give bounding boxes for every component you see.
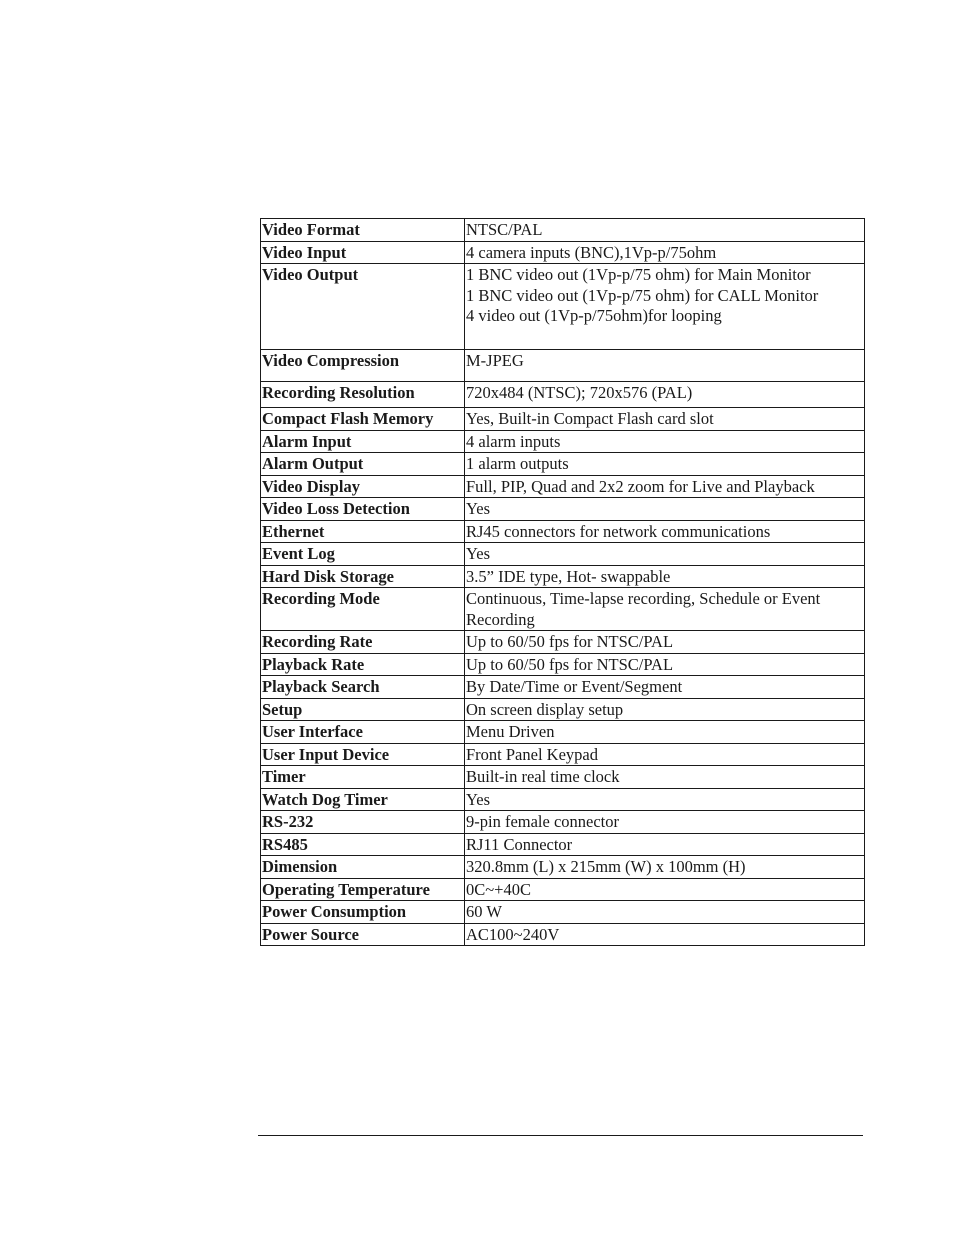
spec-label: Recording Resolution	[261, 382, 465, 408]
spec-table	[260, 218, 865, 946]
spec-label: Video Display	[261, 475, 465, 498]
spec-label: RS-232	[261, 811, 465, 834]
table-row	[261, 565, 865, 588]
table-row	[261, 520, 865, 543]
spec-label: Power Source	[261, 923, 465, 946]
table-row	[261, 811, 865, 834]
spec-label: Setup	[261, 698, 465, 721]
spec-value: 720x484 (NTSC); 720x576 (PAL)	[465, 382, 865, 408]
spec-label: Playback Rate	[261, 653, 465, 676]
table-row	[261, 241, 865, 264]
spec-label: User Input Device	[261, 743, 465, 766]
spec-value: 4 camera inputs (BNC),1Vp-p/75ohm	[465, 241, 865, 264]
spec-value: Built-in real time clock	[465, 766, 865, 789]
spec-label: Ethernet	[261, 520, 465, 543]
table-row	[261, 676, 865, 699]
spec-value: Yes	[465, 498, 865, 521]
table-row	[261, 721, 865, 744]
spec-label: Power Consumption	[261, 901, 465, 924]
spec-label: Video Output	[261, 264, 465, 350]
spec-value: RJ11 Connector	[465, 833, 865, 856]
spec-value: Yes	[465, 788, 865, 811]
spec-label: Compact Flash Memory	[261, 408, 465, 431]
spec-label: Playback Search	[261, 676, 465, 699]
spec-value: 9-pin female connector	[465, 811, 865, 834]
table-row	[261, 833, 865, 856]
spec-label: Alarm Output	[261, 453, 465, 476]
table-row	[261, 264, 865, 350]
spec-label: Timer	[261, 766, 465, 789]
table-row	[261, 856, 865, 879]
spec-label: Video Format	[261, 219, 465, 242]
footer-divider	[258, 1135, 863, 1136]
spec-label: Recording Rate	[261, 631, 465, 654]
spec-value: 60 W	[465, 901, 865, 924]
spec-value: Full, PIP, Quad and 2x2 zoom for Live and Playback	[465, 475, 865, 498]
spec-value: 320.8mm (L) x 215mm (W) x 100mm (H)	[465, 856, 865, 879]
table-row	[261, 698, 865, 721]
table-row	[261, 653, 865, 676]
spec-value: Continuous, Time-lapse recording, Schedule or Event Recording	[465, 588, 865, 631]
spec-value: M-JPEG	[465, 350, 865, 382]
table-row	[261, 498, 865, 521]
table-row	[261, 766, 865, 789]
table-row	[261, 475, 865, 498]
spec-value: RJ45 connectors for network communications	[465, 520, 865, 543]
spec-value: 0C~+40C	[465, 878, 865, 901]
spec-label: Video Compression	[261, 350, 465, 382]
spec-label: Video Input	[261, 241, 465, 264]
spec-value: Up to 60/50 fps for NTSC/PAL	[465, 631, 865, 654]
table-row	[261, 588, 865, 631]
spec-value: On screen display setup	[465, 698, 865, 721]
table-row	[261, 878, 865, 901]
spec-value: Menu Driven	[465, 721, 865, 744]
table-row	[261, 743, 865, 766]
spec-label: Event Log	[261, 543, 465, 566]
table-row	[261, 430, 865, 453]
spec-label: Recording Mode	[261, 588, 465, 631]
spec-label: Hard Disk Storage	[261, 565, 465, 588]
spec-label: Video Loss Detection	[261, 498, 465, 521]
table-row	[261, 901, 865, 924]
table-row	[261, 453, 865, 476]
spec-label: RS485	[261, 833, 465, 856]
spec-label: Dimension	[261, 856, 465, 879]
spec-label: Operating Temperature	[261, 878, 465, 901]
spec-label: User Interface	[261, 721, 465, 744]
spec-value: AC100~240V	[465, 923, 865, 946]
table-row	[261, 219, 865, 242]
table-row	[261, 543, 865, 566]
spec-value: 4 alarm inputs	[465, 430, 865, 453]
spec-label: Alarm Input	[261, 430, 465, 453]
table-row	[261, 408, 865, 431]
spec-value: 1 BNC video out (1Vp-p/75 ohm) for Main Monitor 1 BNC video out (1Vp-p/75 ohm) for CALL Monitor 4 video out (1Vp-p/75ohm)for looping	[465, 264, 865, 350]
spec-value: Yes, Built-in Compact Flash card slot	[465, 408, 865, 431]
spec-value: Front Panel Keypad	[465, 743, 865, 766]
table-row	[261, 923, 865, 946]
table-row	[261, 631, 865, 654]
spec-value: NTSC/PAL	[465, 219, 865, 242]
spec-value: Yes	[465, 543, 865, 566]
spec-value: By Date/Time or Event/Segment	[465, 676, 865, 699]
table-row	[261, 350, 865, 382]
spec-label: Watch Dog Timer	[261, 788, 465, 811]
spec-value: Up to 60/50 fps for NTSC/PAL	[465, 653, 865, 676]
table-row	[261, 788, 865, 811]
spec-value: 1 alarm outputs	[465, 453, 865, 476]
spec-value: 3.5” IDE type, Hot- swappable	[465, 565, 865, 588]
table-row	[261, 382, 865, 408]
